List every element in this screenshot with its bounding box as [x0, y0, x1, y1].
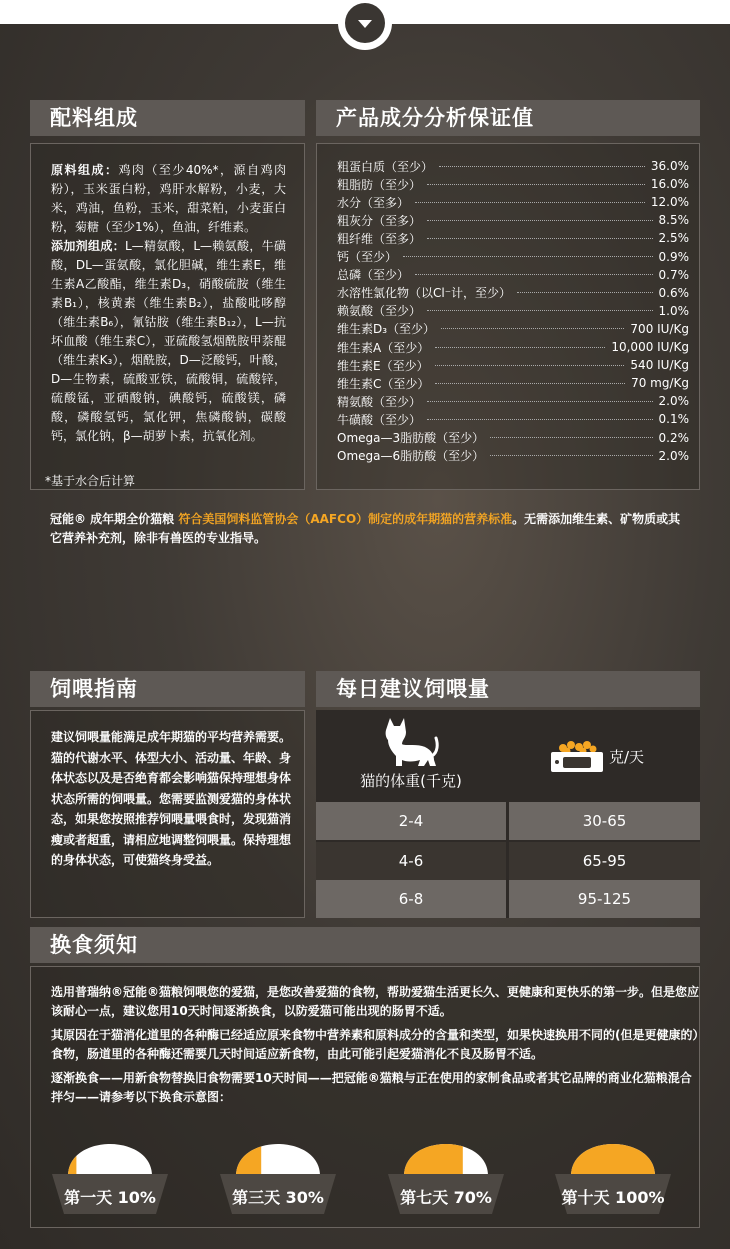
transition-bowl — [50, 1140, 170, 1218]
analysis-label: 总磷（至少） — [337, 268, 410, 283]
grams-header — [509, 710, 700, 802]
analysis-label: 牛磺酸（至少） — [337, 412, 422, 427]
leader-dots — [435, 347, 605, 348]
leader-dots — [490, 437, 652, 438]
analysis-label: Omega—3脂肪酸（至少） — [337, 431, 485, 445]
feeding-text: 建议饲喂量能满足成年期猫的平均营养需要。猫的代谢水平、体型大小、活动量、年龄、身体状态以及是否绝育都会影响猫保持理想身体状态所需的饲喂量。您需要监测爱猫的身体状态，如果您按照推荐饲喂量喂食时，发现猫消瘦或者超重，请相应地调整饲喂量。保持理想的身体状态，可使猫终身受益。 — [51, 730, 292, 867]
ingredients-note: *基于水合后计算 — [45, 474, 136, 488]
bowl-label: 第十天 100% — [561, 1188, 665, 1207]
statement-prefix: 冠能® 成年期全价猫粮 — [50, 512, 179, 526]
analysis-row — [337, 392, 689, 410]
raw-text: 鸡肉（至少40%*，源自鸡肉粉），玉米蛋白粉，鸡肝水解粉，小麦，大米，鸡油，鱼粉，玉米，甜菜粕，小麦蛋白粉，菊糖（至少1%），鱼油，纤维素。 — [51, 163, 286, 234]
weight-cell: 2-4 — [316, 802, 506, 840]
leader-dots — [427, 401, 652, 402]
leader-dots — [403, 256, 652, 257]
analysis-value: 10,000 IU/Kg — [611, 340, 689, 354]
analysis-row — [337, 447, 689, 465]
analysis-value: 0.6% — [658, 285, 689, 300]
analysis-label: 粗纤维（至多） — [337, 231, 422, 246]
ingredients-panel — [30, 143, 305, 490]
analysis-panel — [316, 143, 700, 490]
analysis-row — [337, 193, 689, 211]
analysis-label: 钙（至少） — [337, 250, 398, 264]
analysis-row — [337, 302, 689, 320]
feeding-panel — [30, 710, 305, 918]
bowl-label: 第七天 70% — [400, 1188, 492, 1207]
switching-paragraph-3: 逐渐换食——用新食物替换旧食物需要10天时间——把冠能®猫粮与正在使用的家制食品或者其它品牌的商业化猫粮混合拌匀——请参考以下换食示意图： — [51, 1071, 692, 1104]
analysis-label: Omega—6脂肪酸（至少） — [337, 449, 485, 464]
weight-cell: 6-8 — [316, 880, 506, 918]
analysis-row — [337, 374, 689, 392]
analysis-value: 700 IU/Kg — [630, 321, 689, 336]
analysis-row — [337, 338, 689, 356]
leader-dots — [415, 274, 652, 275]
weight-header — [316, 710, 506, 802]
transition-bowl — [386, 1140, 506, 1218]
analysis-label: 维生素E（至少） — [337, 358, 429, 373]
switching-paragraph-1: 选用普瑞纳®冠能®猫粮饲喂您的爱猫，是您改善爱猫的食物，帮助爱猫生活更长久、更健康和更快乐的第一步。但是您应该耐心一点，建议您用10天时间逐渐换食，以防爱猫可能出现的肠胃不适。 — [51, 985, 700, 1018]
analysis-label: 维生素D₃（至少） — [337, 322, 436, 337]
leader-dots — [435, 365, 625, 366]
analysis-value: 0.7% — [658, 267, 689, 282]
leader-dots — [427, 419, 652, 420]
analysis-row — [337, 248, 689, 266]
analysis-row — [337, 266, 689, 284]
analysis-value: 36.0% — [650, 159, 689, 173]
transition-bowl — [553, 1140, 673, 1218]
daily-title: 每日建议饲喂量 — [316, 671, 700, 707]
analysis-label: 维生素A（至少） — [337, 340, 430, 355]
aafco-statement — [50, 510, 690, 548]
daily-table — [316, 710, 700, 918]
weight-header-label: 猫的体重(千克) — [360, 772, 462, 790]
statement-suffix: 。无需添加维生素、矿物质或其它营养补充剂，除非有兽医的专业指导。 — [50, 512, 681, 545]
statement-highlight: 符合美国饲料监管协会（AAFCO）制定的成年期猫的营养标准 — [178, 512, 513, 526]
additive-label: 添加剂组成： — [51, 239, 125, 253]
analysis-value: 0.9% — [658, 249, 689, 264]
grams-header-label: 克/天 — [609, 748, 645, 766]
additive-text: L—精氨酸，L—赖氨酸，牛磺酸，DL—蛋氨酸，氯化胆碱，维生素E，维生素A乙酸酯，维生素D₃，硝酸硫胺（维生素B₁），核黄素（维生素B₂），盐酸吡哆醇（维生素B₆），氰钴胺（维生素B₁₂），L—抗坏血酸（维生素C），亚硫酸氢烟酰胺甲萘醌（维生素K₃），烟酰胺，D—泛酸钙，叶酸，D—生物素，硫酸亚铁，硫酸铜，硫酸锌，硫酸锰，亚硒酸钠，碘酸钙，硫酸镁，磷酸，磷酸氢钙，氯化钾，焦磷酸钠，碳酸钙，氯化钠，β—胡萝卜素，抗氧化剂。 — [51, 239, 286, 443]
analysis-row — [337, 157, 689, 175]
weight-cell: 4-6 — [316, 842, 506, 880]
analysis-row — [337, 229, 689, 247]
feeding-title: 饲喂指南 — [30, 671, 305, 707]
analysis-value: 2.0% — [658, 448, 689, 463]
analysis-value: 8.5% — [658, 213, 689, 228]
leader-dots — [427, 220, 652, 221]
analysis-label: 赖氨酸（至少） — [337, 304, 422, 319]
analysis-value: 0.1% — [658, 412, 689, 427]
analysis-row — [337, 429, 689, 447]
analysis-value: 1.0% — [658, 303, 689, 318]
analysis-value: 540 IU/Kg — [630, 358, 689, 373]
analysis-row — [337, 410, 689, 428]
leader-dots — [517, 292, 652, 293]
analysis-row — [337, 320, 689, 338]
ingredients-title: 配料组成 — [30, 100, 305, 136]
grams-cell: 95-125 — [509, 880, 700, 918]
leader-dots — [441, 328, 624, 329]
bowl-label: 第一天 10% — [64, 1188, 156, 1207]
switching-title: 换食须知 — [30, 927, 700, 963]
leader-dots — [415, 202, 645, 203]
analysis-value: 16.0% — [650, 177, 689, 192]
chevron-down-icon — [358, 20, 372, 28]
analysis-row — [337, 175, 689, 193]
analysis-value: 70 mg/Kg — [631, 376, 689, 391]
leader-dots — [439, 166, 645, 167]
analysis-label: 粗灰分（至多） — [337, 213, 422, 228]
cat-icon — [380, 716, 440, 770]
analysis-label: 水分（至多） — [337, 195, 410, 210]
analysis-value: 2.0% — [658, 394, 689, 409]
analysis-value: 0.2% — [658, 430, 689, 445]
leader-dots — [427, 238, 652, 239]
analysis-value: 12.0% — [650, 195, 689, 210]
transition-bowl — [218, 1140, 338, 1218]
analysis-label: 水溶性氯化物（以Cl⁻计，至少） — [337, 286, 512, 301]
scroll-down-button[interactable] — [338, 0, 392, 50]
food-bowl-icon — [549, 738, 605, 774]
analysis-label: 粗蛋白质（至少） — [337, 159, 434, 174]
analysis-label: 维生素C（至少） — [337, 376, 430, 391]
leader-dots — [427, 310, 652, 311]
analysis-row — [337, 211, 689, 229]
analysis-row — [337, 356, 689, 374]
analysis-label: 粗脂肪（至少） — [337, 177, 422, 192]
analysis-value: 2.5% — [658, 231, 689, 246]
analysis-label: 精氨酸（至少） — [337, 394, 422, 409]
analysis-row — [337, 284, 689, 302]
grams-cell: 30-65 — [509, 802, 700, 840]
switching-paragraph-2: 其原因在于猫消化道里的各种酶已经适应原来食物中营养素和原料成分的含量和类型，如果快速换用不同的(但是更健康的）食物，肠道里的各种酶还需要几天时间适应新食物，由此可能引起爱猫消化不良及肠胃不适。 — [51, 1028, 699, 1061]
bowl-label: 第三天 30% — [232, 1188, 324, 1207]
leader-dots — [435, 383, 625, 384]
leader-dots — [427, 184, 645, 185]
analysis-title: 产品成分分析保证值 — [316, 100, 700, 136]
grams-cell: 65-95 — [509, 842, 700, 880]
raw-label: 原料组成： — [51, 163, 119, 177]
leader-dots — [490, 455, 652, 456]
